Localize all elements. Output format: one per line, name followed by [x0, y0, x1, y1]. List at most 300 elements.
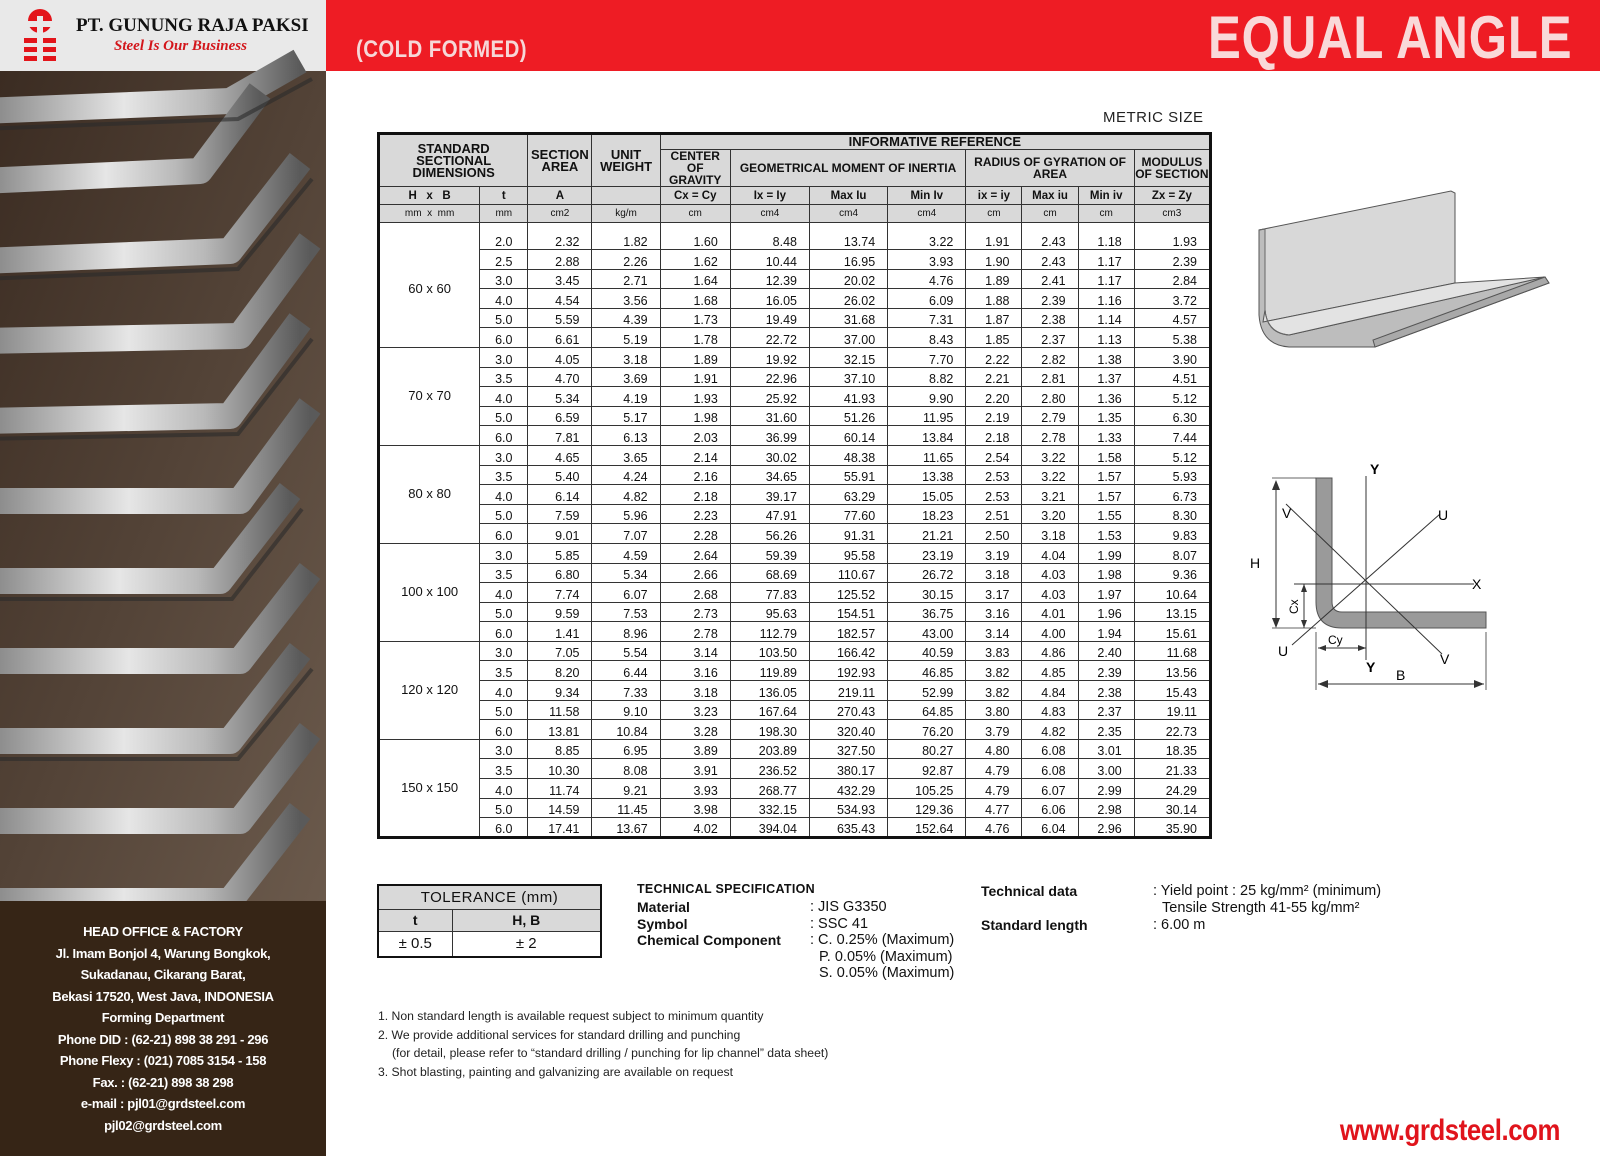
table-cell: 236.52 — [730, 759, 809, 779]
table-cell: 13.56 — [1134, 661, 1210, 681]
contact-line: Phone Flexy : (021) 7085 3154 - 158 — [59, 1053, 267, 1068]
page-title: EQUAL ANGLE — [1207, 4, 1572, 71]
contact-email-link[interactable]: e-mail : pjl01@grdsteel.com — [80, 1096, 246, 1111]
table-cell: 9.59 — [528, 602, 592, 622]
th-unit-i1: cm4 — [730, 205, 809, 223]
table-cell: 2.16 — [660, 465, 730, 485]
website-link[interactable]: www.grdsteel.com — [1339, 1114, 1560, 1147]
table-body — [379, 223, 1211, 838]
table-cell: 9.36 — [1134, 563, 1210, 583]
table-cell: 4.02 — [660, 818, 730, 838]
table-cell: 2.78 — [660, 622, 730, 642]
diagram-label-cx: Cx — [1287, 599, 1301, 614]
table-cell: 3.90 — [1134, 347, 1210, 367]
table-cell: 1.90 — [966, 250, 1022, 270]
table-cell: 3.5 — [480, 367, 528, 387]
table-cell: 3.91 — [660, 759, 730, 779]
table-cell: 125.52 — [809, 583, 887, 603]
table-cell: 2.18 — [966, 426, 1022, 446]
table-cell: 4.57 — [1134, 308, 1210, 328]
table-cell: 167.64 — [730, 700, 809, 720]
size-cell: 100 x 100 — [379, 543, 480, 641]
table-cell: 32.15 — [809, 347, 887, 367]
table-cell: 31.68 — [809, 308, 887, 328]
table-cell: 95.58 — [809, 543, 887, 563]
table-cell: 2.53 — [966, 465, 1022, 485]
table-cell: 3.0 — [480, 739, 528, 759]
th-unit-r1: cm — [966, 205, 1022, 223]
table-cell: 8.08 — [592, 759, 660, 779]
diagram-label-b: B — [1396, 667, 1406, 683]
table-cell: 21.33 — [1134, 759, 1210, 779]
table-cell: 13.67 — [592, 818, 660, 838]
th-unit-w: kg/m — [592, 205, 660, 223]
diagram-label-cy: Cy — [1328, 633, 1343, 647]
table-cell: 1.33 — [1078, 426, 1134, 446]
table-cell: 92.87 — [888, 759, 966, 779]
table-row — [379, 602, 1211, 622]
standard-length-value: : 6.00 m — [1153, 917, 1206, 933]
table-cell: 3.0 — [480, 347, 528, 367]
table-cell: 5.34 — [592, 563, 660, 583]
table-cell: 5.96 — [592, 504, 660, 524]
table-cell: 4.0 — [480, 681, 528, 701]
table-cell: 37.00 — [809, 328, 887, 348]
table-cell: 39.17 — [730, 485, 809, 505]
table-cell: 2.38 — [1022, 308, 1078, 328]
table-cell: 23.19 — [888, 543, 966, 563]
table-cell: 1.99 — [1078, 543, 1134, 563]
table-cell: 1.64 — [660, 269, 730, 289]
table-cell: 2.43 — [1022, 250, 1078, 270]
table-cell: 635.43 — [809, 818, 887, 838]
table-cell: 3.18 — [1022, 524, 1078, 544]
table-cell: 1.89 — [966, 269, 1022, 289]
table-row — [379, 583, 1211, 603]
th-sym-maxiu: Max Iu — [809, 187, 887, 205]
table-cell: 2.23 — [660, 504, 730, 524]
table-cell: 1.68 — [660, 289, 730, 309]
table-cell: 11.45 — [592, 798, 660, 818]
tensile-strength-value: Tensile Strength 41-55 kg/mm² — [1162, 899, 1360, 916]
table-cell: 4.0 — [480, 289, 528, 309]
tolerance-val-t: ± 0.5 — [378, 931, 452, 957]
table-cell: 13.81 — [528, 720, 592, 740]
table-cell: 3.65 — [592, 445, 660, 465]
symbol-value: : SSC 41 — [810, 915, 869, 932]
table-cell: 3.22 — [1022, 445, 1078, 465]
table-cell: 30.14 — [1134, 798, 1210, 818]
table-cell: 9.90 — [888, 387, 966, 407]
table-cell: 1.55 — [1078, 504, 1134, 524]
material-value: : JIS G3350 — [810, 899, 887, 915]
table-cell: 11.74 — [528, 779, 592, 799]
table-row — [379, 543, 1211, 563]
table-cell: 7.53 — [592, 602, 660, 622]
table-cell: 2.22 — [966, 347, 1022, 367]
table-cell: 10.44 — [730, 250, 809, 270]
table-cell: 25.92 — [730, 387, 809, 407]
table-cell: 327.50 — [809, 739, 887, 759]
table-cell: 4.85 — [1022, 661, 1078, 681]
size-cell: 60 x 60 — [379, 223, 480, 348]
table-cell: 3.5 — [480, 465, 528, 485]
table-cell: 41.93 — [809, 387, 887, 407]
tolerance-title: TOLERANCE (mm) — [378, 885, 601, 909]
table-row — [379, 328, 1211, 348]
table-cell: 3.72 — [1134, 289, 1210, 309]
diagram-label-x: X — [1472, 576, 1482, 592]
table-cell: 3.5 — [480, 661, 528, 681]
table-cell: 21.21 — [888, 524, 966, 544]
table-cell: 95.63 — [730, 602, 809, 622]
table-cell: 2.37 — [1022, 328, 1078, 348]
table-row — [379, 759, 1211, 779]
table-cell: 2.50 — [966, 524, 1022, 544]
table-cell: 270.43 — [809, 700, 887, 720]
table-cell: 3.21 — [1022, 485, 1078, 505]
table-cell: 19.49 — [730, 308, 809, 328]
table-cell: 18.35 — [1134, 739, 1210, 759]
table-row — [379, 347, 1211, 367]
table-cell: 9.10 — [592, 700, 660, 720]
chem-s-value: S. 0.05% (Maximum) — [819, 965, 955, 981]
table-cell: 2.81 — [1022, 367, 1078, 387]
table-cell: 6.73 — [1134, 485, 1210, 505]
table-cell: 80.27 — [888, 739, 966, 759]
table-row — [379, 524, 1211, 544]
table-cell: 2.20 — [966, 387, 1022, 407]
symbol-label: Symbol — [637, 915, 688, 932]
table-cell: 52.99 — [888, 681, 966, 701]
table-cell: 203.89 — [730, 739, 809, 759]
table-cell: 3.22 — [1022, 465, 1078, 485]
left-panel — [0, 0, 326, 1156]
table-row — [379, 367, 1211, 387]
th-center-gravity: CENTER OF GRAVITY — [660, 150, 730, 187]
table-cell: 3.18 — [966, 563, 1022, 583]
table-cell: 4.0 — [480, 387, 528, 407]
table-cell: 31.60 — [730, 406, 809, 426]
note-item: 3. Shot blasting, painting and galvanizing are available on request — [378, 1064, 734, 1079]
table-cell: 55.91 — [809, 465, 887, 485]
table-cell: 35.90 — [1134, 818, 1210, 838]
table-cell: 219.11 — [809, 681, 887, 701]
table-cell: 26.02 — [809, 289, 887, 309]
table-cell: 2.14 — [660, 445, 730, 465]
table-cell: 2.98 — [1078, 798, 1134, 818]
table-row — [379, 720, 1211, 740]
diagram-label-v-bottom: V — [1440, 651, 1450, 667]
contact-box — [0, 901, 326, 1156]
table-cell: 5.0 — [480, 602, 528, 622]
table-cell: 11.58 — [528, 700, 592, 720]
table-cell: 1.16 — [1078, 289, 1134, 309]
table-cell: 6.07 — [592, 583, 660, 603]
th-unit-t: mm — [480, 205, 528, 223]
table-cell: 1.36 — [1078, 387, 1134, 407]
table-cell: 30.15 — [888, 583, 966, 603]
table-cell: 1.93 — [660, 387, 730, 407]
table-cell: 4.80 — [966, 739, 1022, 759]
table-cell: 7.74 — [528, 583, 592, 603]
table-cell: 4.0 — [480, 779, 528, 799]
table-cell: 3.5 — [480, 759, 528, 779]
table-cell: 3.69 — [592, 367, 660, 387]
table-row — [379, 269, 1211, 289]
table-cell: 6.30 — [1134, 406, 1210, 426]
table-row — [379, 818, 1211, 838]
table-cell: 5.0 — [480, 700, 528, 720]
table-cell: 5.54 — [592, 641, 660, 661]
table-cell: 2.41 — [1022, 269, 1078, 289]
th-unit-i3: cm4 — [888, 205, 966, 223]
chem-label: Chemical Component — [637, 932, 781, 948]
contact-line: Bekasi 17520, West Java, INDONESIA — [52, 988, 274, 1004]
table-cell: 4.03 — [1022, 563, 1078, 583]
tech-spec-title: TECHNICAL SPECIFICATION — [637, 882, 815, 896]
table-cell: 24.29 — [1134, 779, 1210, 799]
th-sym-a: A — [528, 187, 592, 205]
contact-email-link[interactable]: pjl02@grdsteel.com — [104, 1117, 222, 1133]
table-cell: 3.16 — [966, 602, 1022, 622]
table-cell: 3.18 — [660, 681, 730, 701]
table-cell: 2.79 — [1022, 406, 1078, 426]
th-sym-ixiy: Ix = Iy — [730, 187, 809, 205]
table-cell: 152.64 — [888, 818, 966, 838]
table-cell: 15.05 — [888, 485, 966, 505]
table-cell: 3.01 — [1078, 739, 1134, 759]
table-cell: 6.09 — [888, 289, 966, 309]
table-cell: 2.84 — [1134, 269, 1210, 289]
table-cell: 6.0 — [480, 720, 528, 740]
table-row — [379, 739, 1211, 759]
table-row — [379, 387, 1211, 407]
table-cell: 432.29 — [809, 779, 887, 799]
table-cell: 2.82 — [1022, 347, 1078, 367]
tolerance-val-hb: ± 2 — [452, 931, 601, 957]
table-cell: 7.31 — [888, 308, 966, 328]
equal-angle-spec-table — [377, 132, 1212, 839]
table-cell: 4.01 — [1022, 602, 1078, 622]
table-cell: 6.59 — [528, 406, 592, 426]
table-cell: 2.96 — [1078, 818, 1134, 838]
standard-length-label: Standard length — [981, 917, 1088, 933]
table-cell: 8.82 — [888, 367, 966, 387]
table-row — [379, 798, 1211, 818]
technical-specification — [637, 882, 977, 982]
table-cell: 5.0 — [480, 798, 528, 818]
table-row — [379, 622, 1211, 642]
table-cell: 6.13 — [592, 426, 660, 446]
table-cell: 1.58 — [1078, 445, 1134, 465]
tolerance-col-hb: H, B — [452, 909, 601, 931]
table-cell: 37.10 — [809, 367, 887, 387]
notes — [378, 1007, 828, 1081]
table-cell: 4.77 — [966, 798, 1022, 818]
table-cell: 1.14 — [1078, 308, 1134, 328]
contact-line: Phone DID : (62-21) 898 38 291 - 296 — [57, 1031, 269, 1047]
th-informative: INFORMATIVE REFERENCE — [660, 134, 1210, 150]
table-cell: 5.0 — [480, 406, 528, 426]
table-cell: 51.26 — [809, 406, 887, 426]
table-cell: 154.51 — [809, 602, 887, 622]
table-cell: 3.93 — [888, 250, 966, 270]
table-cell: 1.98 — [660, 406, 730, 426]
th-sym-maxiu-r: Max iu — [1022, 187, 1078, 205]
table-cell: 1.73 — [660, 308, 730, 328]
tolerance-table — [377, 884, 602, 958]
th-unit-weight: UNIT WEIGHT — [592, 134, 660, 187]
table-cell: 2.26 — [592, 250, 660, 270]
table-cell: 2.53 — [966, 485, 1022, 505]
table-cell: 129.36 — [888, 798, 966, 818]
table-cell: 1.98 — [1078, 563, 1134, 583]
th-modulus: MODULUS OF SECTION — [1134, 150, 1210, 187]
table-cell: 7.44 — [1134, 426, 1210, 446]
table-row — [379, 308, 1211, 328]
table-cell: 6.0 — [480, 622, 528, 642]
table-cell: 1.38 — [1078, 347, 1134, 367]
table-row — [379, 445, 1211, 465]
table-cell: 2.32 — [528, 223, 592, 250]
table-cell: 6.95 — [592, 739, 660, 759]
contact-line: Sukadanau, Cikarang Barat, — [80, 967, 246, 982]
table-cell: 77.60 — [809, 504, 887, 524]
table-cell: 4.59 — [592, 543, 660, 563]
table-cell: 2.39 — [1134, 250, 1210, 270]
table-cell: 3.0 — [480, 641, 528, 661]
table-row — [379, 465, 1211, 485]
table-cell: 8.43 — [888, 328, 966, 348]
diagram-label-v-top: V — [1282, 505, 1292, 521]
table-cell: 2.88 — [528, 250, 592, 270]
table-cell: 6.06 — [1022, 798, 1078, 818]
table-cell: 1.17 — [1078, 250, 1134, 270]
table-cell: 1.97 — [1078, 583, 1134, 603]
table-cell: 1.91 — [660, 367, 730, 387]
table-cell: 1.37 — [1078, 367, 1134, 387]
table-cell: 8.85 — [528, 739, 592, 759]
table-cell: 268.77 — [730, 779, 809, 799]
table-cell: 3.14 — [966, 622, 1022, 642]
table-cell: 8.07 — [1134, 543, 1210, 563]
table-cell: 7.81 — [528, 426, 592, 446]
table-cell: 3.17 — [966, 583, 1022, 603]
table-row — [379, 700, 1211, 720]
table-cell: 3.28 — [660, 720, 730, 740]
table-cell: 4.03 — [1022, 583, 1078, 603]
table-cell: 1.88 — [966, 289, 1022, 309]
table-cell: 12.39 — [730, 269, 809, 289]
table-cell: 3.19 — [966, 543, 1022, 563]
table-cell: 3.80 — [966, 700, 1022, 720]
table-cell: 1.17 — [1078, 269, 1134, 289]
table-cell: 13.38 — [888, 465, 966, 485]
table-cell: 1.91 — [966, 223, 1022, 250]
table-cell: 7.07 — [592, 524, 660, 544]
th-section-area: SECTION AREA — [528, 134, 592, 187]
table-cell: 3.23 — [660, 700, 730, 720]
steel-angle-photo — [0, 71, 326, 901]
table-cell: 6.44 — [592, 661, 660, 681]
table-row — [379, 641, 1211, 661]
table-cell: 7.33 — [592, 681, 660, 701]
table-cell: 63.29 — [809, 485, 887, 505]
table-cell: 1.78 — [660, 328, 730, 348]
table-cell: 6.0 — [480, 426, 528, 446]
table-cell: 4.82 — [592, 485, 660, 505]
table-cell: 534.93 — [809, 798, 887, 818]
table-cell: 3.00 — [1078, 759, 1134, 779]
table-cell: 30.02 — [730, 445, 809, 465]
table-cell: 3.56 — [592, 289, 660, 309]
table-cell: 4.51 — [1134, 367, 1210, 387]
table-cell: 4.76 — [966, 818, 1022, 838]
table-cell: 6.04 — [1022, 818, 1078, 838]
table-cell: 182.57 — [809, 622, 887, 642]
table-cell: 4.70 — [528, 367, 592, 387]
th-unit-c: cm — [660, 205, 730, 223]
table-row — [379, 563, 1211, 583]
table-cell: 4.79 — [966, 779, 1022, 799]
size-cell: 120 x 120 — [379, 641, 480, 739]
table-cell: 2.78 — [1022, 426, 1078, 446]
table-cell: 4.83 — [1022, 700, 1078, 720]
table-cell: 40.59 — [888, 641, 966, 661]
table-row — [379, 779, 1211, 799]
table-cell: 36.75 — [888, 602, 966, 622]
table-cell: 2.64 — [660, 543, 730, 563]
table-cell: 6.0 — [480, 524, 528, 544]
table-cell: 2.0 — [480, 223, 528, 250]
table-cell: 3.20 — [1022, 504, 1078, 524]
table-cell: 4.82 — [1022, 720, 1078, 740]
table-cell: 1.13 — [1078, 328, 1134, 348]
table-cell: 8.48 — [730, 223, 809, 250]
table-cell: 192.93 — [809, 661, 887, 681]
table-cell: 7.05 — [528, 641, 592, 661]
table-cell: 10.84 — [592, 720, 660, 740]
table-cell: 5.12 — [1134, 445, 1210, 465]
size-cell: 150 x 150 — [379, 739, 480, 837]
table-cell: 2.5 — [480, 250, 528, 270]
table-cell: 2.39 — [1022, 289, 1078, 309]
table-cell: 9.01 — [528, 524, 592, 544]
table-cell: 3.18 — [592, 347, 660, 367]
th-sym-t: t — [480, 187, 528, 205]
table-cell: 10.30 — [528, 759, 592, 779]
table-cell: 8.96 — [592, 622, 660, 642]
note-item: (for detail, please refer to “standard drilling / punching for lip channel” data sheet) — [392, 1046, 829, 1060]
th-unit-r3: cm — [1078, 205, 1134, 223]
th-sym-ixiy-r: ix = iy — [966, 187, 1022, 205]
table-cell: 9.83 — [1134, 524, 1210, 544]
table-cell: 5.85 — [528, 543, 592, 563]
contact-line: Jl. Imam Bonjol 4, Warung Bongkok, — [55, 945, 271, 961]
table-cell: 1.94 — [1078, 622, 1134, 642]
material-label: Material — [637, 899, 690, 915]
table-cell: 320.40 — [809, 720, 887, 740]
table-cell: 11.95 — [888, 406, 966, 426]
table-cell: 13.74 — [809, 223, 887, 250]
table-cell: 1.53 — [1078, 524, 1134, 544]
size-cell: 70 x 70 — [379, 347, 480, 445]
diagram-label-y-bottom: Y — [1366, 659, 1376, 675]
table-cell: 5.17 — [592, 406, 660, 426]
table-cell: 1.96 — [1078, 602, 1134, 622]
table-cell: 4.00 — [1022, 622, 1078, 642]
